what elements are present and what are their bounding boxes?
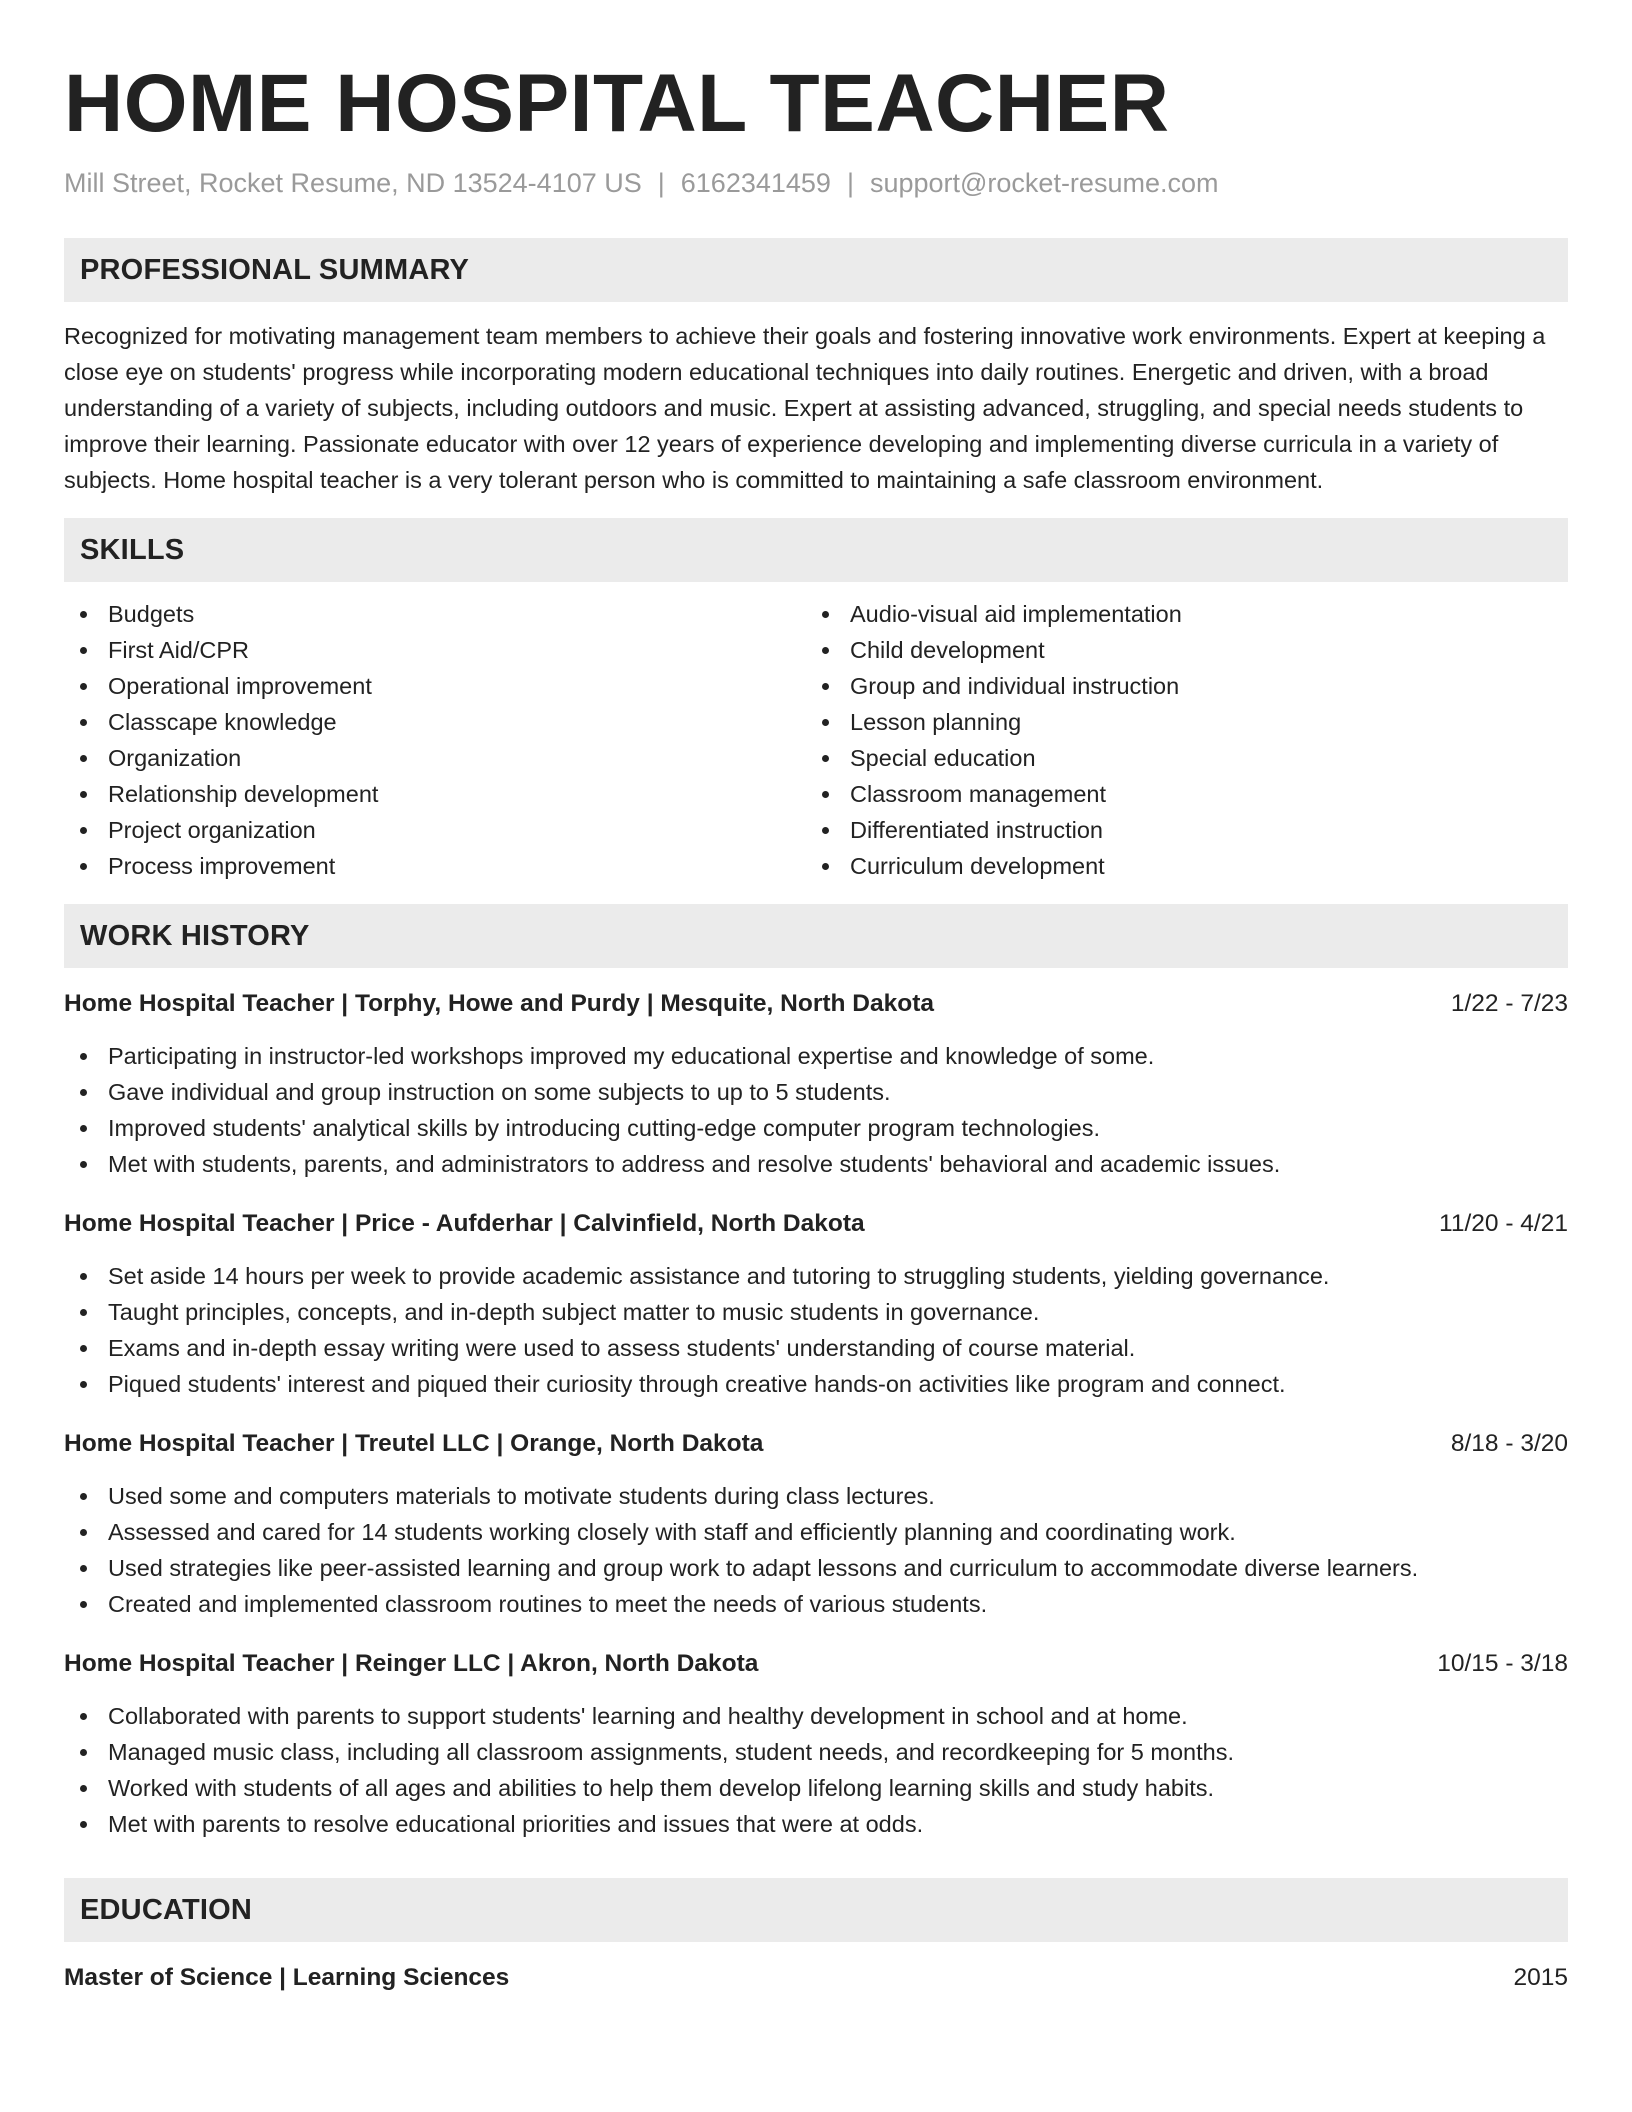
- skill-item: Project organization: [64, 812, 806, 848]
- job-dates: 11/20 - 4/21: [1439, 1210, 1568, 1237]
- contact-separator: |: [846, 168, 854, 198]
- job-title: Home Hospital Teacher | Treutel LLC | Orange, North Dakota: [64, 1430, 764, 1457]
- job-bullets: [64, 1478, 1568, 1622]
- work-history-heading: WORK HISTORY: [64, 904, 1568, 968]
- job-dates: 8/18 - 3/20: [1450, 1430, 1568, 1457]
- job-title: Home Hospital Teacher | Torphy, Howe and Purdy | Mesquite, North Dakota: [64, 990, 934, 1017]
- skill-item: Organization: [64, 740, 806, 776]
- job-title: Home Hospital Teacher | Price - Aufderhar | Calvinfield, North Dakota: [64, 1210, 865, 1237]
- job-bullet: Met with parents to resolve educational priorities and issues that were at odds.: [64, 1806, 1568, 1842]
- contact-separator: |: [657, 168, 665, 198]
- job-header: [64, 986, 1568, 1022]
- skill-item: Lesson planning: [806, 704, 1548, 740]
- skill-item: Budgets: [64, 596, 806, 632]
- job-bullet: Created and implemented classroom routines to meet the needs of various students.: [64, 1586, 1568, 1622]
- job-bullets: [64, 1258, 1568, 1402]
- job-bullet: Managed music class, including all classroom assignments, student needs, and recordkeeping for 5 months.: [64, 1734, 1568, 1770]
- job-bullet: Used strategies like peer-assisted learning and group work to adapt lessons and curriculum to accommodate diverse learners.: [64, 1550, 1568, 1586]
- skill-item: Differentiated instruction: [806, 812, 1548, 848]
- skill-item: First Aid/CPR: [64, 632, 806, 668]
- skill-item: Audio-visual aid implementation: [806, 596, 1548, 632]
- contact-line: [64, 166, 1568, 200]
- job-bullet: Collaborated with parents to support students' learning and healthy development in school and at home.: [64, 1698, 1568, 1734]
- skill-item: Operational improvement: [64, 668, 806, 704]
- skills-list: [64, 596, 1568, 884]
- job-bullet: Gave individual and group instruction on some subjects to up to 5 students.: [64, 1074, 1568, 1110]
- contact-address: Mill Street, Rocket Resume, ND 13524-4107 US: [64, 168, 642, 198]
- job-bullet: Assessed and cared for 14 students working closely with staff and efficiently planning and coordinating work.: [64, 1514, 1568, 1550]
- job-dates: 10/15 - 3/18: [1437, 1650, 1568, 1677]
- skill-item: Curriculum development: [806, 848, 1548, 884]
- skill-item: Process improvement: [64, 848, 806, 884]
- skill-item: Group and individual instruction: [806, 668, 1548, 704]
- resume-page: [64, 0, 1568, 1996]
- job-header: [64, 1426, 1568, 1462]
- skills-heading: SKILLS: [64, 518, 1568, 582]
- skills-column-right: [806, 596, 1548, 884]
- education-degree: Master of Science | Learning Sciences: [64, 1964, 510, 1991]
- summary-heading: PROFESSIONAL SUMMARY: [64, 238, 1568, 302]
- job-entry: [64, 986, 1568, 1182]
- contact-phone: 6162341459: [680, 168, 831, 198]
- education-year: 2015: [1513, 1964, 1568, 1991]
- skill-item: Classcape knowledge: [64, 704, 806, 740]
- job-bullet: Improved students' analytical skills by introducing cutting-edge computer program technologies.: [64, 1110, 1568, 1146]
- candidate-name: HOME HOSPITAL TEACHER: [64, 58, 1170, 149]
- job-bullet: Used some and computers materials to motivate students during class lectures.: [64, 1478, 1568, 1514]
- education-heading: EDUCATION: [64, 1878, 1568, 1942]
- skill-item: Special education: [806, 740, 1548, 776]
- job-entry: [64, 1426, 1568, 1622]
- job-title: Home Hospital Teacher | Reinger LLC | Akron, North Dakota: [64, 1650, 759, 1677]
- job-header: [64, 1646, 1568, 1682]
- job-bullet: Participating in instructor-led workshops improved my educational expertise and knowledge of some.: [64, 1038, 1568, 1074]
- job-bullets: [64, 1038, 1568, 1182]
- contact-email: support@rocket-resume.com: [869, 168, 1219, 198]
- skill-item: Child development: [806, 632, 1548, 668]
- skill-item: Relationship development: [64, 776, 806, 812]
- job-bullet: Piqued students' interest and piqued their curiosity through creative hands-on activities like program and connect.: [64, 1366, 1568, 1402]
- job-header: [64, 1206, 1568, 1242]
- summary-text: Recognized for motivating management team members to achieve their goals and fostering innovative work environments. Expert at keeping a close eye on students' progress while incorporating modern educational techniques into daily routines. Energetic and driven, with a broad understanding of a variety of subjects, including outdoors and music. Expert at assisting advanced, struggling, and special needs students to improve their learning. Passionate educator with over 12 years of experience developing and implementing diverse curricula in a variety of subjects. Home hospital teacher is a very tolerant person who is committed to maintaining a safe classroom environment.: [64, 323, 1546, 493]
- skills-column-left: [64, 596, 806, 884]
- job-entry: [64, 1206, 1568, 1402]
- job-bullet: Exams and in-depth essay writing were used to assess students' understanding of course material.: [64, 1330, 1568, 1366]
- skill-item: Classroom management: [806, 776, 1548, 812]
- job-bullet: Set aside 14 hours per week to provide academic assistance and tutoring to struggling students, yielding governance.: [64, 1258, 1568, 1294]
- education-entry: [64, 1960, 1568, 1996]
- job-entry: [64, 1646, 1568, 1842]
- job-dates: 1/22 - 7/23: [1450, 990, 1568, 1017]
- job-bullet: Met with students, parents, and administrators to address and resolve students' behavioral and academic issues.: [64, 1146, 1568, 1182]
- job-bullets: [64, 1698, 1568, 1842]
- job-bullet: Taught principles, concepts, and in-depth subject matter to music students in governance.: [64, 1294, 1568, 1330]
- job-bullet: Worked with students of all ages and abilities to help them develop lifelong learning skills and study habits.: [64, 1770, 1568, 1806]
